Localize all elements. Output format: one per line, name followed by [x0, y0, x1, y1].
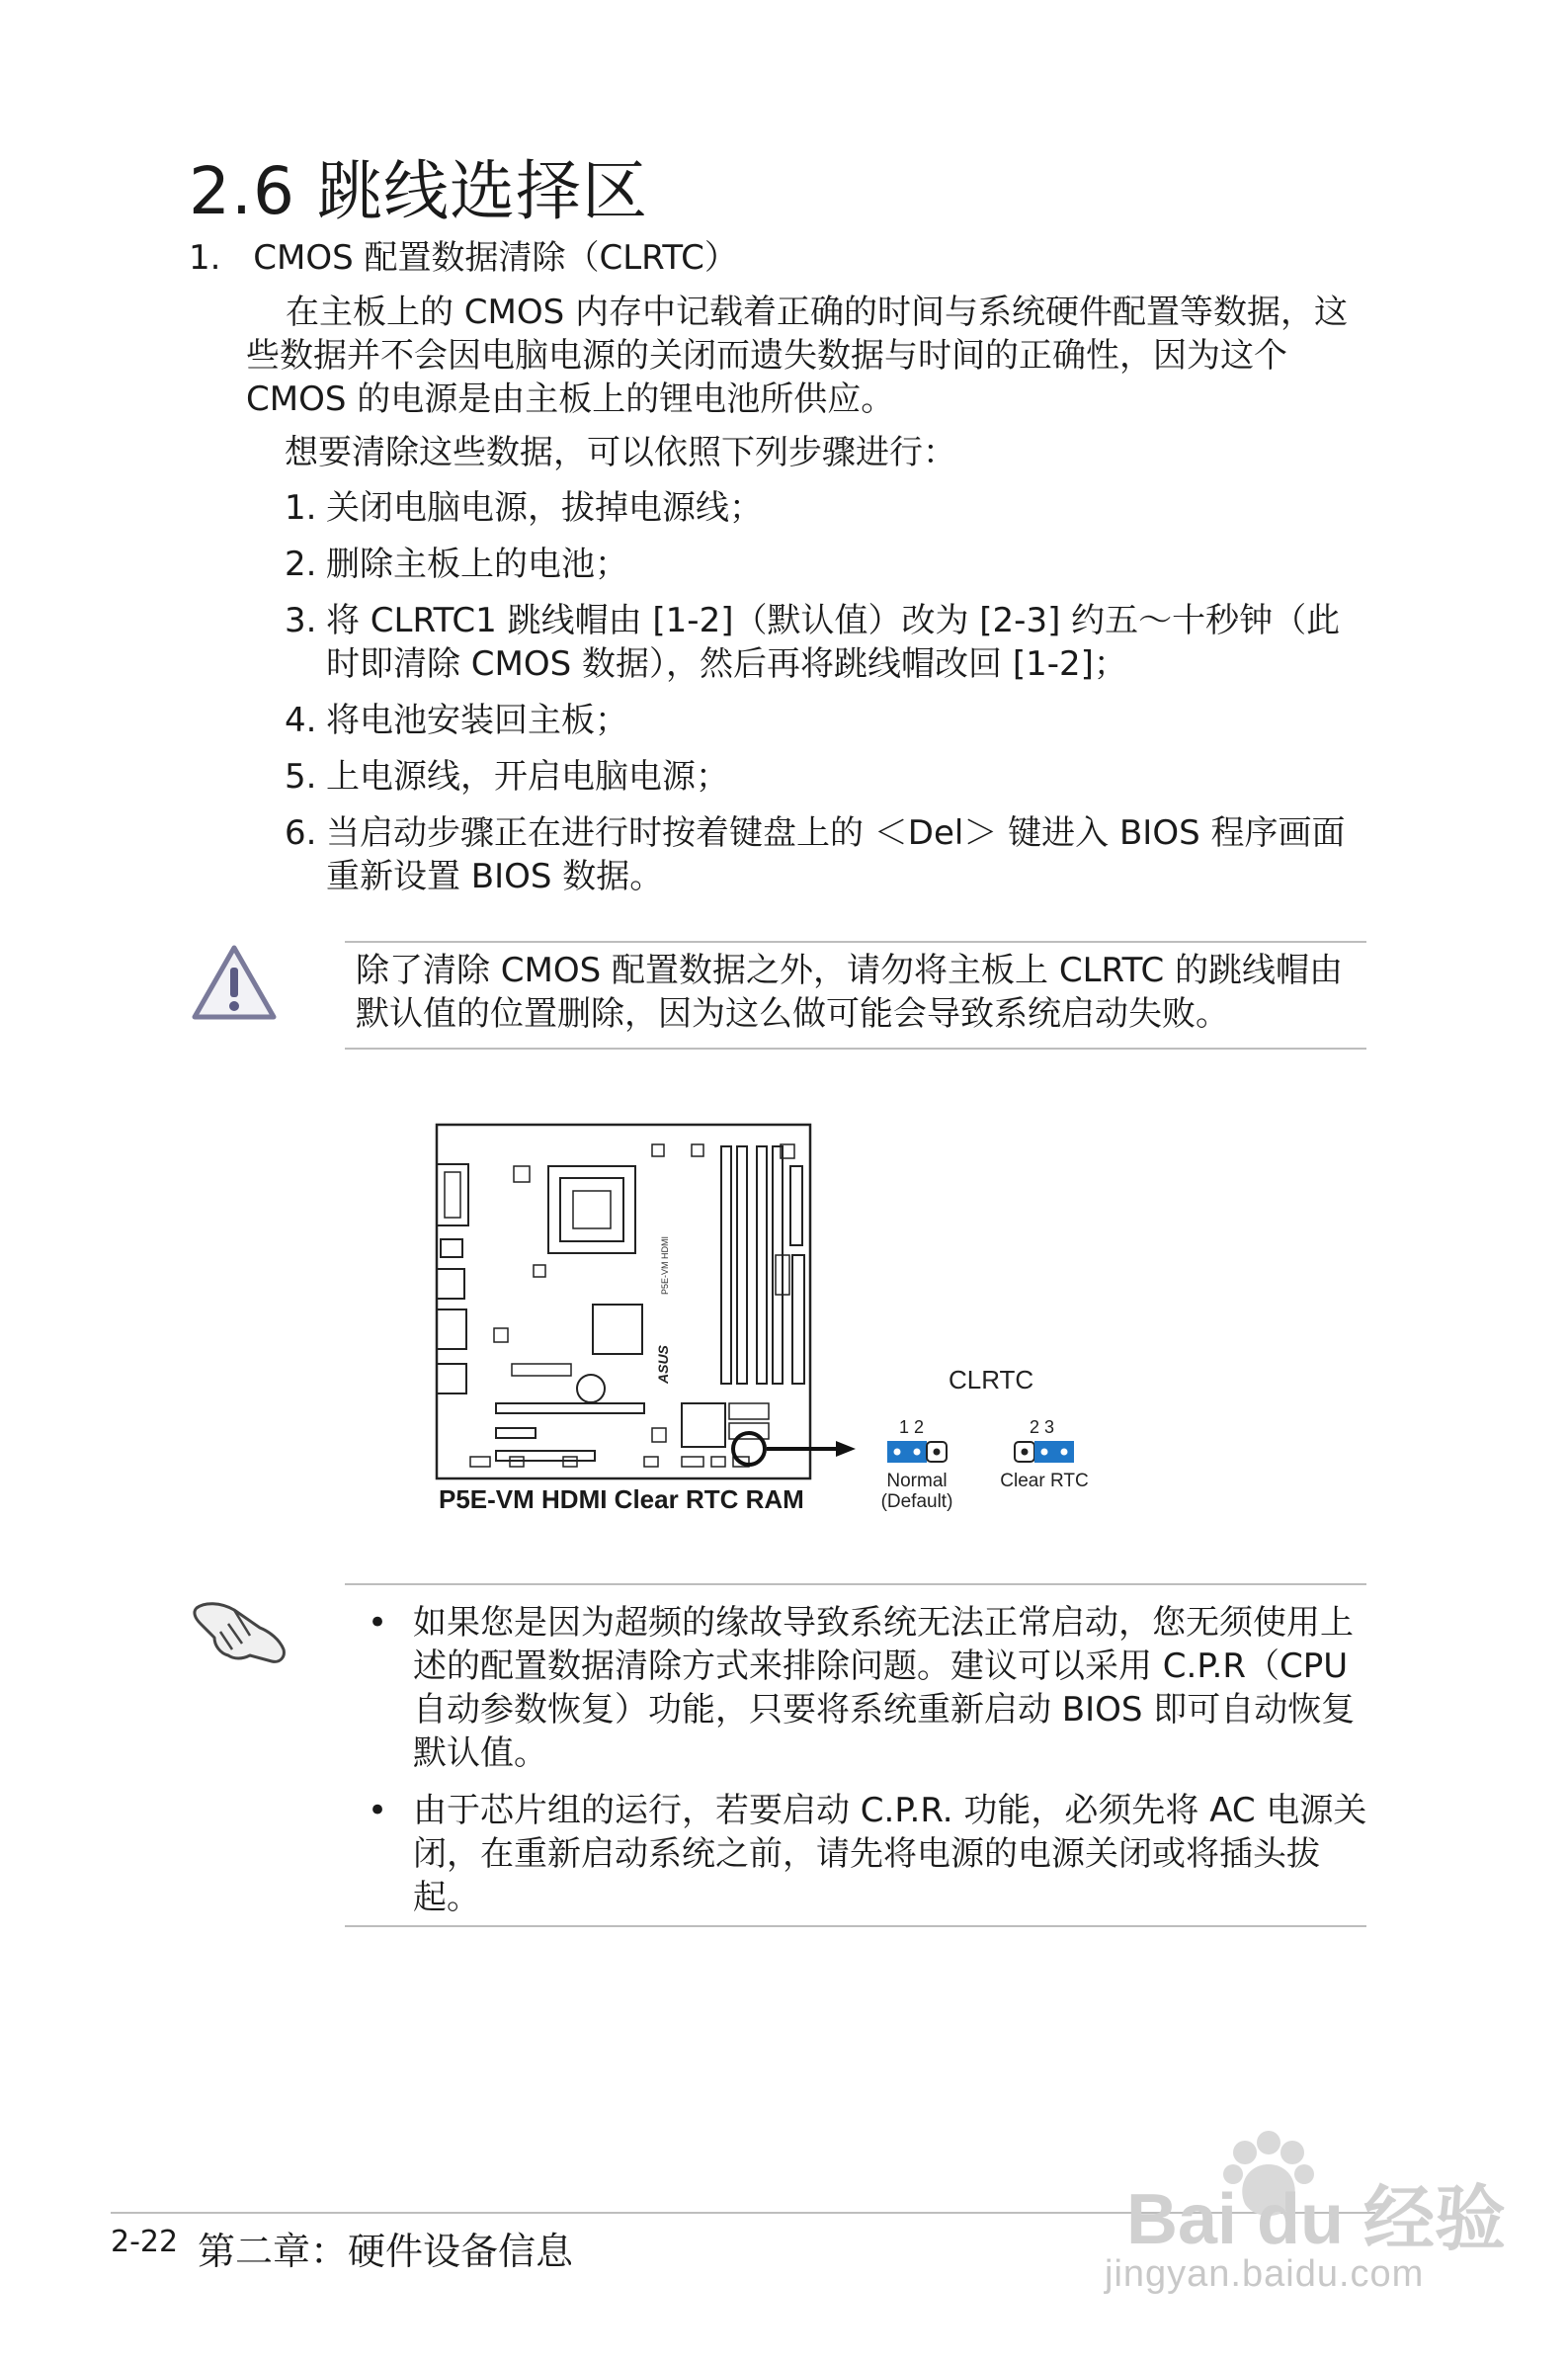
note-bullet-item: • 由于芯片组的运行，若要启动 C.P.R. 功能，必须先将 AC 电源关闭，在重新启动系统之前，请先将电源的电源关闭或将插头拔起。 [368, 1791, 1367, 1917]
step-item: 6. 当启动步骤正在进行时按着键盘上的 ＜Del＞ 键进入 BIOS 程序画面重新设置 BIOS 数据。 [285, 813, 1346, 896]
pins-normal-label: 1 2 [899, 1417, 925, 1437]
note-bullet-item: • 如果您是因为超频的缘故导致系统无法正常启动，您无须使用上述的配置数据清除方式来排除问题。建议可以采用 C.P.R（CPU自动参数恢复）功能，只要将系统重新启动 BIOS 即可自动恢复默认值。 [368, 1603, 1356, 1773]
step-item: 3. 将 CLRTC1 跳线帽由 [1-2]（默认值）改为 [2-3] 约五～十秒钟（此时即清除 CMOS 数据），然后再将跳线帽改回 [1-2]； [285, 601, 1341, 684]
clrtc-diagram [415, 1107, 1146, 1522]
warning-triangle-icon [191, 944, 278, 1023]
board-brand-label: ASUS [655, 1345, 671, 1384]
diagram-caption: P5E-VM HDMI Clear RTC RAM [439, 1484, 804, 1514]
clear-jumper [1015, 1441, 1074, 1463]
divider [345, 1583, 1366, 1585]
watermark-url: jingyan.baidu.com [1105, 2253, 1425, 2295]
clear-rtc-label: Clear RTC [1000, 1471, 1089, 1491]
watermark-logo-text: Bai du 经验 [1126, 2180, 1507, 2259]
jumper-title: CLRTC [949, 1365, 1034, 1394]
bullet-dot-icon: • [368, 1791, 388, 1830]
pins-clear-label: 2 3 [1030, 1417, 1055, 1437]
pointing-hand-icon [191, 1588, 291, 1675]
steps-intro: 想要清除这些数据，可以依照下列步骤进行： [285, 433, 956, 472]
step-item: 2. 删除主板上的电池； [285, 545, 628, 584]
page-number: 2-22 [111, 2225, 179, 2259]
note-bullets [356, 1601, 1368, 1933]
subsection-number: 1. [189, 238, 221, 278]
bullet-dot-icon: • [368, 1603, 388, 1643]
warning-text: 除了清除 CMOS 配置数据之外，请勿将主板上 CLRTC 的跳线帽由默认值的位置删除，因为这么做可能会导致系统启动失败。 [356, 951, 1343, 1034]
normal-jumper [887, 1441, 947, 1463]
step-item: 1. 关闭电脑电源，拔掉电源线； [285, 488, 763, 528]
board-vertical-label: P5E-VM HDMI [660, 1235, 670, 1295]
normal-label: Normal [886, 1471, 948, 1491]
normal-sub-label: (Default) [880, 1491, 953, 1512]
step-item: 4. 将电池安装回主板； [285, 701, 628, 740]
divider [345, 1925, 1366, 1927]
divider [345, 1048, 1366, 1050]
subsection-text: CMOS 配置数据清除（CLRTC） [253, 238, 738, 278]
steps-list [285, 486, 1371, 911]
subsection-title [189, 230, 738, 279]
divider [345, 941, 1366, 943]
step-item: 5. 上电源线，开启电脑电源； [285, 757, 729, 797]
chapter-title: 第二章：硬件设备信息 [198, 2230, 574, 2273]
intro-paragraph: 在主板上的 CMOS 内存中记载着正确的时间与系统硬件配置等数据，这些数据并不会因电脑电源的关闭而遗失数据与时间的正确性，因为这个 CMOS 的电源是由主板上的锂电池所供应。 [246, 293, 1349, 419]
section-heading: 2.6 跳线选择区 [189, 153, 648, 229]
